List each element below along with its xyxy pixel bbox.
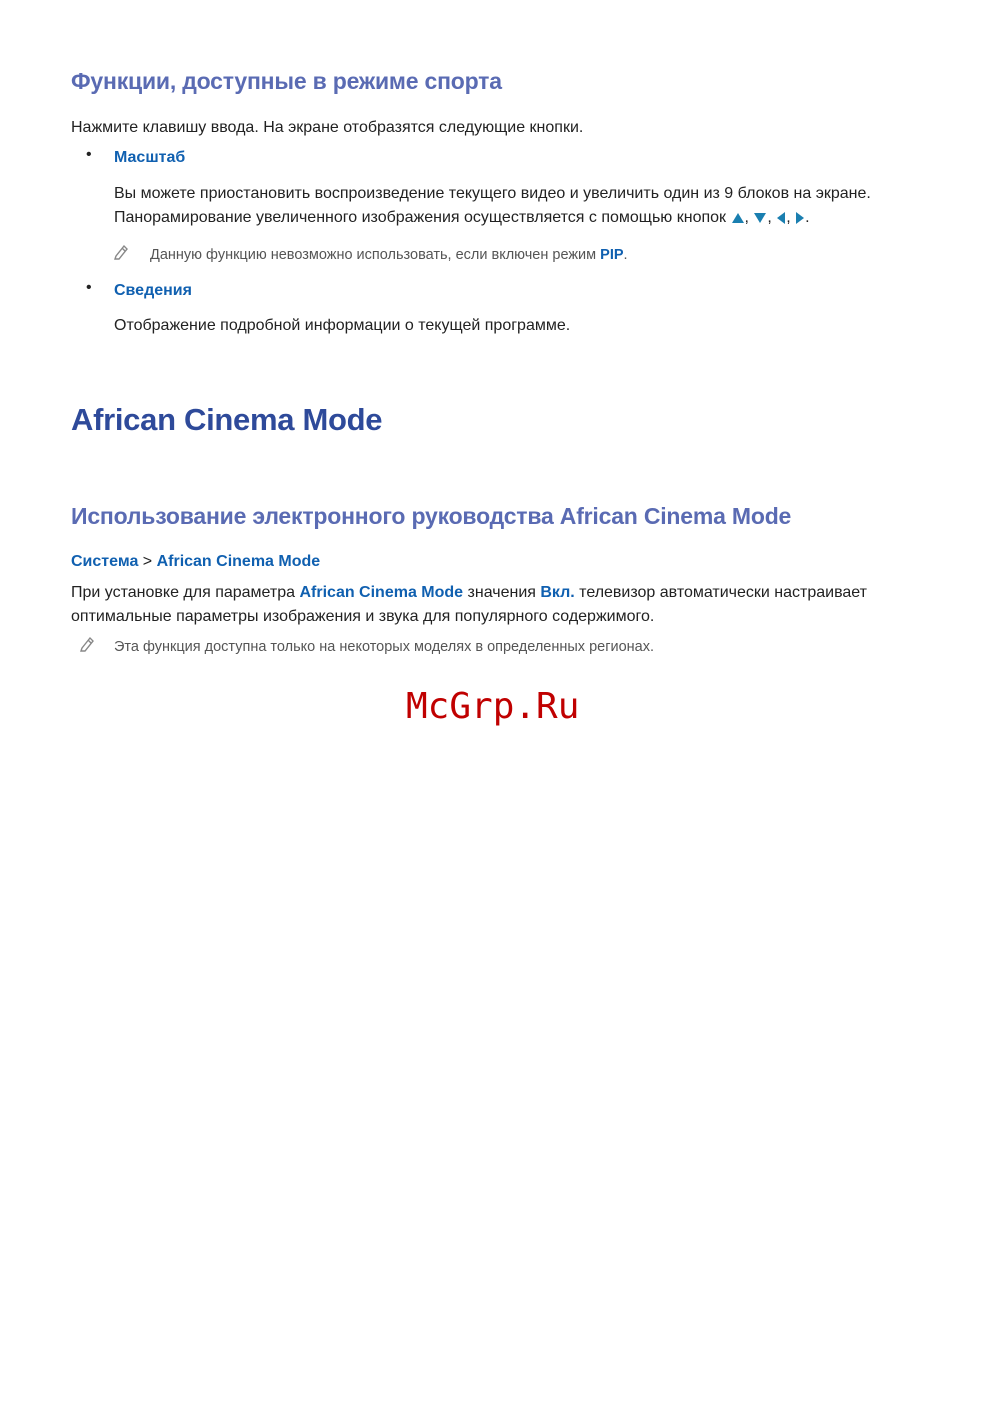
breadcrumb-separator: >	[138, 553, 157, 570]
bullet-2: •	[86, 279, 92, 296]
watermark: McGrp.Ru	[406, 686, 580, 727]
intro-text: Нажмите клавишу ввода. На экране отобразятся следующие кнопки.	[71, 119, 584, 136]
acm-para-line2: оптимальные параметры изображения и звука для популярного содержимого.	[71, 608, 655, 625]
acm-note: Эта функция доступна только на некоторых моделях в определенных регионах.	[114, 639, 655, 655]
info-desc: Отображение подробной информации о текущей программе.	[114, 317, 571, 334]
pencil-note-icon-2	[79, 636, 95, 652]
zoom-note-text: Данную функцию невозможно использовать, если включен режим	[150, 247, 601, 263]
page-title: African Cinema Mode	[71, 402, 383, 437]
section-heading-sport: Функции, доступные в режиме спорта	[71, 68, 502, 94]
breadcrumb-acm: African Cinema Mode	[156, 553, 321, 570]
pencil-note-icon	[113, 244, 129, 260]
zoom-note	[150, 245, 628, 265]
breadcrumb	[71, 550, 320, 574]
zoom-note-suffix: .	[623, 247, 628, 263]
left-arrow-icon	[776, 211, 786, 225]
zoom-desc-line1: Вы можете приостановить воспроизведение текущего видео и увеличить один из 9 блоков на экране.	[114, 185, 871, 202]
acm-para-d: Вкл.	[540, 584, 575, 601]
zoom-desc-line2-text: Панорамирование увеличенного изображения осуществляется с помощью кнопок	[114, 209, 727, 226]
item-zoom-title: Масштаб	[114, 149, 186, 166]
acm-para-line1	[71, 581, 867, 605]
up-arrow-icon	[731, 212, 745, 224]
acm-para-e: телевизор автоматически настраивает	[574, 584, 867, 601]
bullet-1: •	[86, 146, 92, 163]
breadcrumb-system: Система	[71, 553, 139, 570]
item-info-title: Сведения	[114, 282, 192, 299]
section-heading-acm: Использование электронного руководства African Cinema Mode	[71, 503, 792, 529]
down-arrow-icon	[753, 212, 767, 224]
acm-para-a: При установке для параметра	[71, 584, 300, 601]
acm-para-c: значения	[463, 584, 541, 601]
right-arrow-icon	[795, 211, 805, 225]
pip-label: PIP	[600, 247, 624, 263]
zoom-desc-line2: Панорамирование увеличенного изображения осуществляется с помощью кнопок , , , .	[114, 209, 810, 226]
acm-para-b: African Cinema Mode	[299, 584, 464, 601]
